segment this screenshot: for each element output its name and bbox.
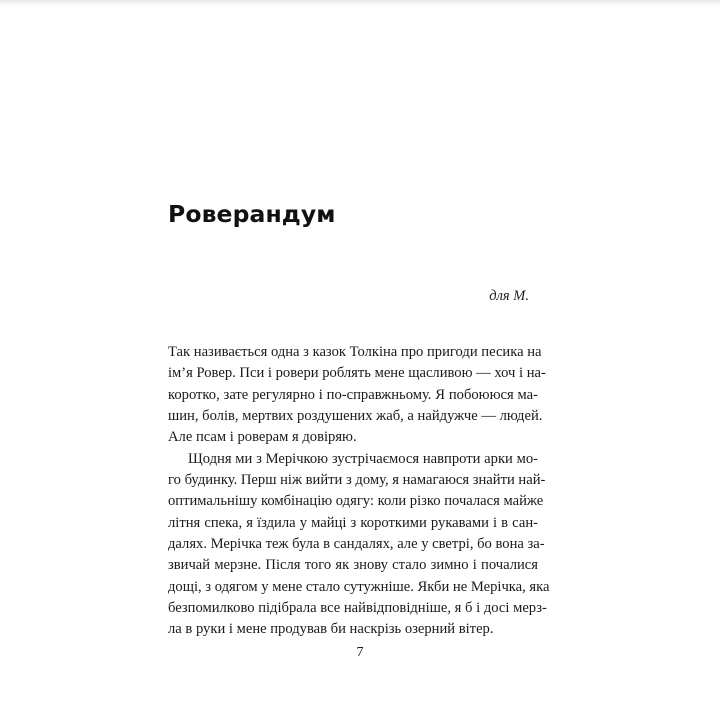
chapter-title: Роверандум <box>168 200 336 228</box>
page-top-edge <box>0 0 720 6</box>
text-line: Щодня ми з Мерічкою зустрічаємося навпроти арки мо- <box>188 450 538 467</box>
text-line: коротко, зате регулярно і по-справжньому. Я побоююся ма- <box>168 386 538 403</box>
text-line: далях. Мерічка теж була в сандалях, але у светрі, бо вона за- <box>168 536 545 553</box>
text-line: ла в руки і мене продував би наскрізь озерний вітер. <box>168 621 494 638</box>
text-line: звичай мерзне. Після того як знову стало зимно і почалися <box>168 557 538 574</box>
text-line: Так називається одна з казок Толкіна про пригоди песика на <box>168 344 542 360</box>
body-text <box>168 342 550 641</box>
text-line: безпомилково підібрала все найвідповідніше, я б і досі мерз- <box>168 600 547 617</box>
text-line: Але псам і роверам я довіряю. <box>168 429 357 446</box>
dedication: для М. <box>489 288 529 304</box>
text-line: ім’я Ровер. Пси і ровери роблять мене щасливою — хоч і на- <box>168 365 546 382</box>
text-line: дощі, з одягом у мене стало сутужніше. Якби не Мерічка, яка <box>168 578 550 595</box>
text-line: літня спека, я їздила у майці з короткими рукавами і в сан- <box>168 514 538 531</box>
text-line: шин, болів, мертвих роздушених жаб, а найдужче — людей. <box>168 408 543 425</box>
page-number: 7 <box>356 645 364 660</box>
text-line: го будинку. Перш ніж вийти з дому, я намагаюся знайти най- <box>168 472 546 489</box>
text-line: оптимальнішу комбінацію одягу: коли різко почалася майже <box>168 493 544 510</box>
